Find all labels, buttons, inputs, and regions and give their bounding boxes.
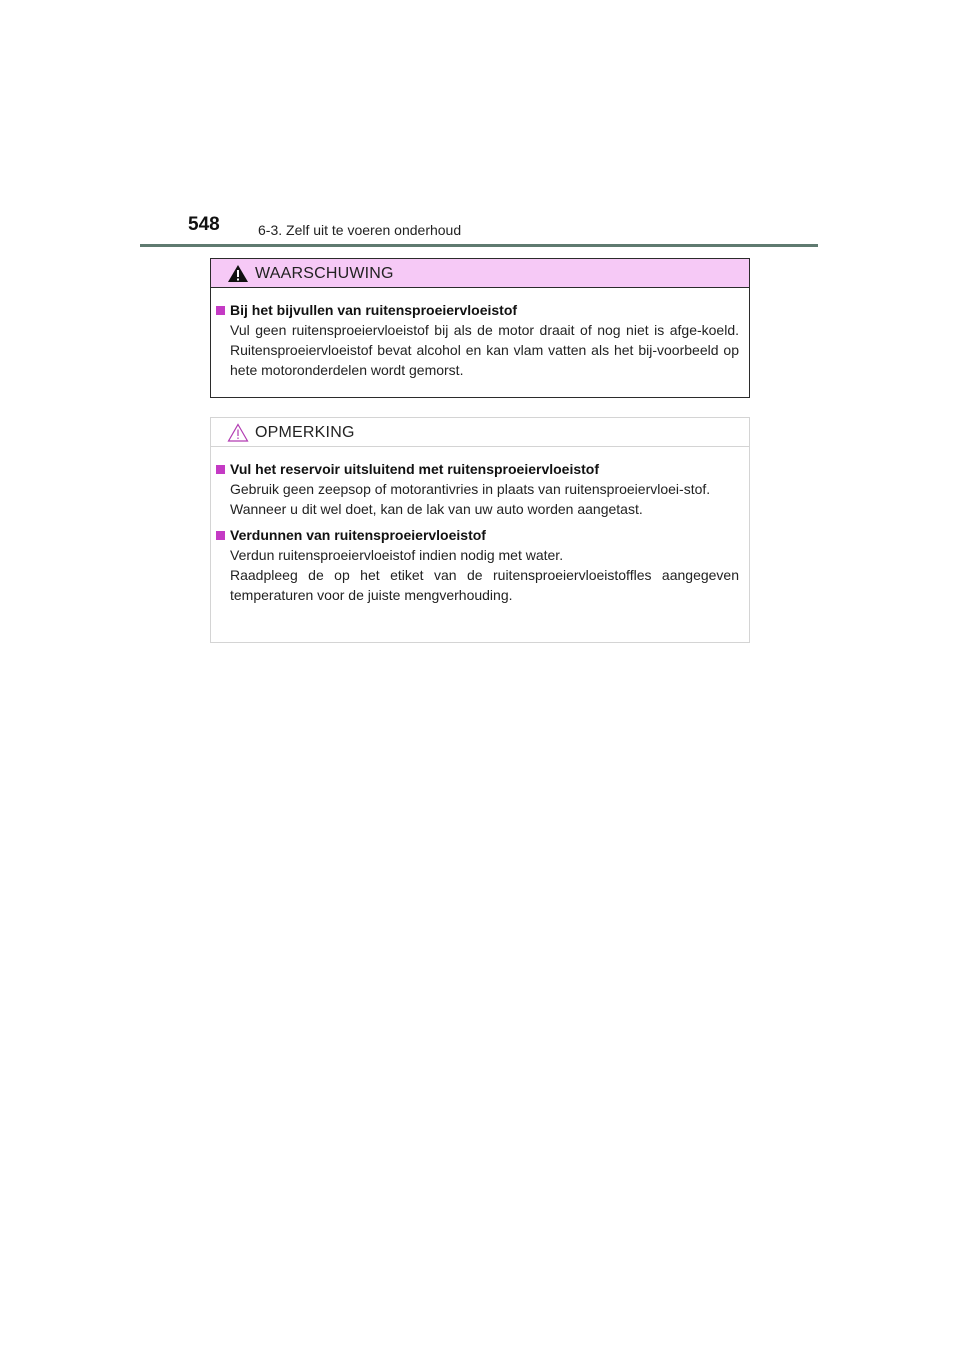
notice-item	[216, 525, 739, 605]
notice-item-text: Verdun ruitensproeiervloeistof indien nodig met water.	[230, 547, 564, 563]
notice-item-heading: Verdunnen van ruitensproeiervloeistof	[216, 525, 739, 545]
notice-body	[211, 447, 749, 605]
warning-title: WAARSCHUWING	[255, 265, 394, 282]
notice-box-header	[211, 418, 749, 447]
notice-item	[216, 459, 739, 519]
warning-item	[216, 300, 739, 380]
notice-box	[210, 417, 750, 643]
warning-triangle-icon	[227, 264, 249, 283]
notice-item-text: Wanneer u dit wel doet, kan de lak van uw auto worden aangetast.	[230, 501, 643, 517]
notice-item-text: Gebruik geen zeepsop of motorantivries in plaats van ruitensproeiervloei-stof.	[230, 481, 711, 497]
square-bullet-icon	[216, 531, 225, 540]
warning-body	[211, 288, 749, 380]
warning-item-heading: Bij het bijvullen van ruitensproeiervloeistof	[216, 300, 739, 320]
warning-box	[210, 258, 750, 398]
notice-item-heading: Vul het reservoir uitsluitend met ruitensproeiervloeistof	[216, 459, 739, 479]
header-divider	[140, 244, 818, 247]
page-number: 548	[188, 214, 220, 235]
section-title: 6-3. Zelf uit te voeren onderhoud	[258, 222, 462, 238]
notice-title: OPMERKING	[255, 424, 355, 441]
warning-triangle-outline-icon	[227, 423, 249, 442]
warning-box-header	[211, 259, 749, 288]
square-bullet-icon	[216, 465, 225, 474]
square-bullet-icon	[216, 306, 225, 315]
warning-item-text: Vul geen ruitensproeiervloeistof bij als de motor draait of nog niet is afge-koeld. Ruitensproeiervloeistof bevat alcohol en kan vlam vatten als het bij-voorbeeld op hete motoronderdelen wordt gemorst.	[230, 322, 739, 378]
notice-item-text: Raadpleeg de op het etiket van de ruitensproeiervloeistoffles aangegeven temperaturen voor de juiste mengverhouding.	[230, 567, 739, 603]
